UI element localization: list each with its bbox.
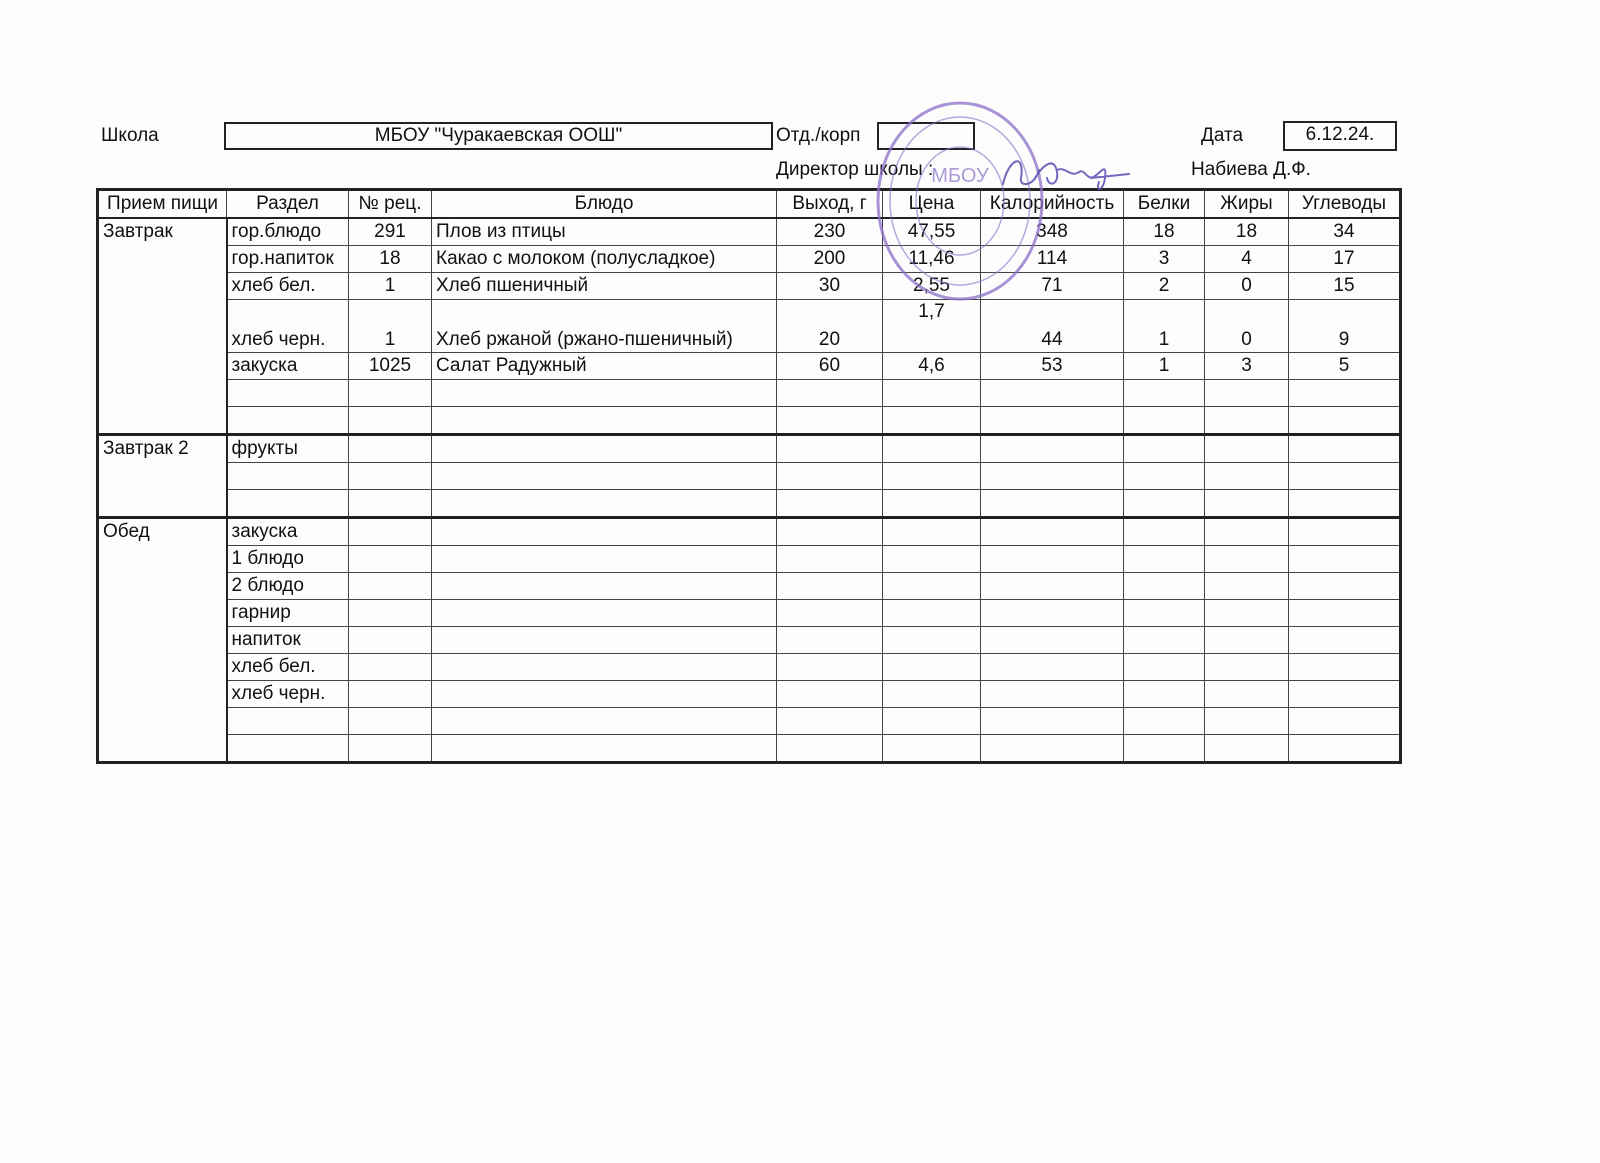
- fat-cell: 0: [1205, 273, 1289, 300]
- col-header-recipe: № рец.: [349, 190, 432, 219]
- school-name-field: МБОУ "Чуракаевская ООШ": [224, 122, 773, 150]
- table-row: [98, 246, 1401, 273]
- protein-cell: 1: [1124, 300, 1205, 353]
- section-cell: напиток: [227, 627, 349, 654]
- fat-cell: 4: [1205, 246, 1289, 273]
- dish-cell: Плов из птицы: [432, 218, 777, 246]
- carbs-cell: 9: [1289, 300, 1401, 353]
- recipe-cell: 291: [349, 218, 432, 246]
- school-label: Школа: [101, 125, 159, 146]
- col-header-protein: Белки: [1124, 190, 1205, 219]
- yield-cell: 30: [777, 273, 883, 300]
- dept-field: [877, 122, 975, 150]
- table-row: [98, 518, 1401, 546]
- section-cell: 1 блюдо: [227, 546, 349, 573]
- table-row: [98, 681, 1401, 708]
- table-row: [98, 300, 1401, 353]
- table-row: [98, 654, 1401, 681]
- table-row: [98, 407, 1401, 435]
- kcal-cell: 53: [981, 353, 1124, 380]
- carbs-cell: 5: [1289, 353, 1401, 380]
- col-header-yield: Выход, г: [777, 190, 883, 219]
- dish-cell: Хлеб ржаной (ржано-пшеничный): [432, 300, 777, 353]
- menu-table: [96, 188, 1402, 764]
- yield-cell: 20: [777, 300, 883, 353]
- col-header-dish: Блюдо: [432, 190, 777, 219]
- fat-cell: 0: [1205, 300, 1289, 353]
- date-label: Дата: [1201, 125, 1244, 146]
- col-header-price: Цена: [883, 190, 981, 219]
- table-row: [98, 463, 1401, 490]
- col-header-section: Раздел: [227, 190, 349, 219]
- director-name: Набиева Д.Ф.: [1191, 159, 1311, 180]
- recipe-cell: 1: [349, 273, 432, 300]
- protein-cell: 2: [1124, 273, 1205, 300]
- date-field: 6.12.24.: [1283, 121, 1397, 151]
- kcal-cell: 44: [981, 300, 1124, 353]
- section-cell: 2 блюдо: [227, 573, 349, 600]
- price-cell: 47,55: [883, 218, 981, 246]
- protein-cell: 1: [1124, 353, 1205, 380]
- table-row: [98, 435, 1401, 463]
- price-cell: 2,55: [883, 273, 981, 300]
- table-row: [98, 573, 1401, 600]
- table-header-row: [98, 190, 1401, 219]
- table-row: [98, 708, 1401, 735]
- protein-cell: 18: [1124, 218, 1205, 246]
- recipe-cell: 18: [349, 246, 432, 273]
- col-header-carbs: Углеводы: [1289, 190, 1401, 219]
- table-row: [98, 273, 1401, 300]
- kcal-cell: 348: [981, 218, 1124, 246]
- section-cell: хлеб бел.: [227, 273, 349, 300]
- section-cell: хлеб черн.: [227, 681, 349, 708]
- section-cell: гарнир: [227, 600, 349, 627]
- col-header-fat: Жиры: [1205, 190, 1289, 219]
- table-row: [98, 735, 1401, 763]
- dish-cell: Какао с молоком (полусладкое): [432, 246, 777, 273]
- table-row: [98, 600, 1401, 627]
- kcal-cell: 114: [981, 246, 1124, 273]
- section-cell: гор.напиток: [227, 246, 349, 273]
- price-cell: 4,6: [883, 353, 981, 380]
- price-cell: 1,7: [883, 300, 981, 353]
- meal-name: Завтрак 2: [98, 435, 227, 518]
- table-row: [98, 218, 1401, 246]
- director-label: Директор школы :: [776, 159, 934, 180]
- kcal-cell: 71: [981, 273, 1124, 300]
- carbs-cell: 15: [1289, 273, 1401, 300]
- section-cell: гор.блюдо: [227, 218, 349, 246]
- table-row: [98, 627, 1401, 654]
- price-cell: 11,46: [883, 246, 981, 273]
- dish-cell: Хлеб пшеничный: [432, 273, 777, 300]
- table-row: [98, 490, 1401, 518]
- table-row: [98, 380, 1401, 407]
- dept-label: Отд./корп: [776, 125, 861, 146]
- recipe-cell: 1025: [349, 353, 432, 380]
- carbs-cell: 34: [1289, 218, 1401, 246]
- protein-cell: 3: [1124, 246, 1205, 273]
- section-cell: закуска: [227, 518, 349, 546]
- fat-cell: 3: [1205, 353, 1289, 380]
- col-header-meal: Прием пищи: [98, 190, 227, 219]
- table-row: [98, 353, 1401, 380]
- stamp-text: МБОУ: [931, 165, 989, 187]
- yield-cell: 230: [777, 218, 883, 246]
- yield-cell: 200: [777, 246, 883, 273]
- fat-cell: 18: [1205, 218, 1289, 246]
- section-cell: фрукты: [227, 435, 349, 463]
- recipe-cell: 1: [349, 300, 432, 353]
- meal-name: Завтрак: [98, 218, 227, 435]
- meal-name: Обед: [98, 518, 227, 763]
- carbs-cell: 17: [1289, 246, 1401, 273]
- section-cell: закуска: [227, 353, 349, 380]
- section-cell: хлеб черн.: [227, 300, 349, 353]
- yield-cell: 60: [777, 353, 883, 380]
- table-row: [98, 546, 1401, 573]
- col-header-kcal: Калорийность: [981, 190, 1124, 219]
- section-cell: хлеб бел.: [227, 654, 349, 681]
- dish-cell: Салат Радужный: [432, 353, 777, 380]
